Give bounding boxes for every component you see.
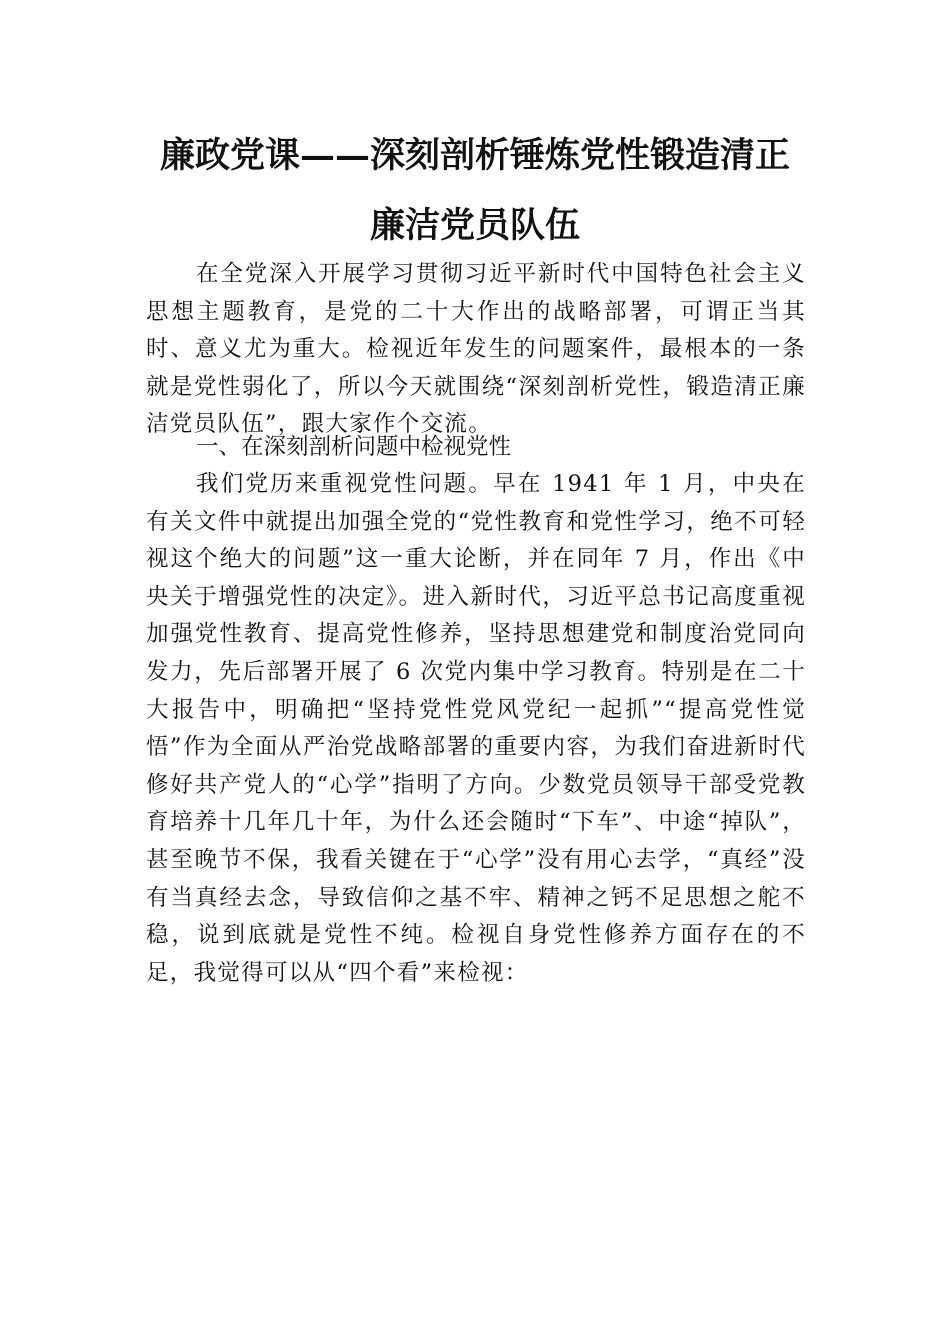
document-title-line-2: 廉洁党员队伍	[369, 205, 580, 246]
paragraph-section-1: 我们党历来重视党性问题。早在 1941 年 1 月，中央在有关文件中就提出加强全党的“党性教育和党性学习，绝不可轻视这个绝大的问题”这一重大论断，并在同年 7 月，作出《中央关于增强党性的决定》。进入新时代，习近平总书记高度重视加强党性教育、提高党性修养，坚持思想建党和制度治党同向发力，先后部署开展了 6 次党内集中学习教育。特别是在二十大报告中，明确把“坚持党性党风党纪一起抓”“提高党性觉悟”作为全面从严治党战略部署的重要内容，为我们奋进新时代修好共产党人的“心学”指明了方向。少数党员领导干部受党教育培养十几年几十年，为什么还会随时“下车”、中途“掉队”，甚至晚节不保，我看关键在于“心学”没有用心去学，“真经”没有当真经去念，导致信仰之基不牢、精神之钙不足思想之舵不稳，说到底就是党性不纯。检视自身党性修养方面存在的不足，我觉得可以从“四个看”来检视：	[146, 471, 806, 986]
section-heading-1: 一、在深刻剖析问题中检视党性	[196, 434, 512, 460]
document-title-line-1: 廉政党课——深刻剖析锤炼党性锻造清正	[159, 135, 790, 176]
paragraph-intro: 在全党深入开展学习贯彻习近平新时代中国特色社会主义思想主题教育，是党的二十大作出的战略部署，可谓正当其时、意义尤为重大。检视近年发生的问题案件，最根本的一条就是党性弱化了，所以今天就围绕“深刻剖析党性，锻造清正廉洁党员队伍”，跟大家作个交流。	[146, 261, 806, 438]
